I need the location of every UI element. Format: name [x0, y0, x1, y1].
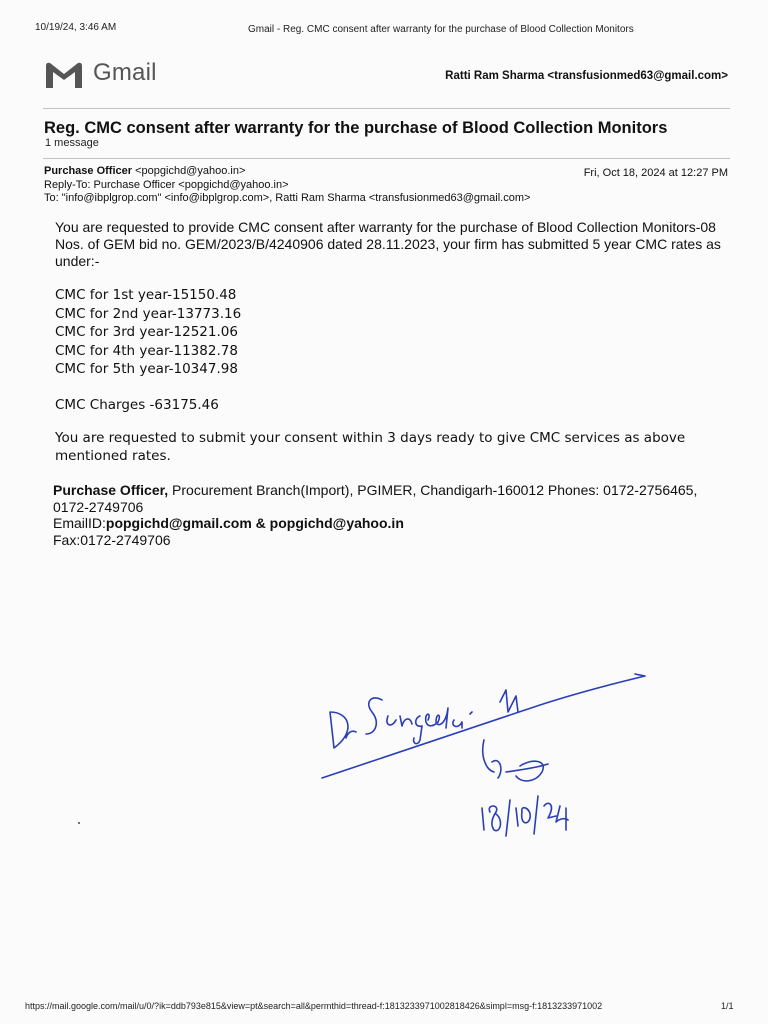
signature-email-label: EmailID: [53, 515, 106, 531]
reply-to-line: Reply-To: Purchase Officer <popgichd@yahoo.in> [44, 178, 289, 191]
cmc-rate-line: CMC for 5th year-10347.98 [55, 361, 238, 377]
cmc-rate-line: CMC for 3rd year-12521.06 [55, 324, 238, 340]
handwritten-initial [470, 690, 518, 714]
signature-name: Purchase Officer, [53, 482, 169, 498]
account-label: Ratti Ram Sharma <transfusionmed63@gmail.com> [445, 70, 728, 82]
print-datetime: 10/19/24, 3:46 AM [35, 22, 117, 33]
email-header [44, 165, 734, 206]
cmc-rate-line: CMC for 4th year-11382.78 [55, 342, 238, 359]
cmc-rates-list [55, 286, 725, 379]
divider [43, 158, 730, 159]
gmail-logo-text: Gmail [93, 59, 157, 86]
cmc-rate-line: CMC for 2nd year-13773.16 [55, 305, 242, 322]
message-count: 1 message [45, 137, 99, 149]
handwritten-underline [322, 674, 645, 778]
print-header [0, 22, 768, 38]
handwritten-date [482, 796, 568, 836]
signature-line-1 [53, 482, 733, 515]
signature-emails: popgichd@gmail.com & popgichd@yahoo.in [105, 515, 404, 531]
cmc-rate-line: CMC for 1st year-15150.48 [55, 287, 237, 303]
signature-address: Procurement Branch(Import), PGIMER, Chandigarh-160012 Phones: 0172-2756465, 0172-2749706 [53, 482, 698, 515]
sender-name: Purchase Officer [44, 165, 133, 177]
email-subject: Reg. CMC consent after warranty for the purchase of Blood Collection Monitors [44, 119, 668, 137]
print-page-number: 1/1 [721, 1001, 734, 1011]
print-title: Gmail - Reg. CMC consent after warranty for the purchase of Blood Collection Monitors [248, 24, 634, 35]
signature-email-line [53, 515, 733, 532]
consent-request: You are requested to submit your consent within 3 days ready to give CMC services as above mentioned rates. [55, 429, 686, 464]
sender-signature [53, 482, 733, 548]
to-line: To: "info@ibplgrop.com" <info@ibplgrop.com>, Ratti Ram Sharma <transfusionmed63@gmail.com> [44, 192, 531, 204]
print-footer-url: https://mail.google.com/mail/u/0/?ik=ddb793e815&view=pt&search=all&permthid=thread-f:1813233971002818426&simpl=msg-f:1813233971002 [25, 1001, 603, 1011]
sender-email: <popgichd@yahoo.in> [135, 165, 246, 177]
scan-speck [78, 822, 80, 824]
gmail-m-icon [44, 61, 84, 94]
intro-paragraph: You are requested to provide CMC consent after warranty for the purchase of Blood Collection Monitors-08 Nos. of GEM bid no. GEM/2023/B/4240906 dated 28.11.2023, your firm has submitted 5 year CMC rates as under:- [55, 219, 721, 269]
signature-fax: Fax:0172-2749706 [53, 531, 171, 548]
gmail-logo [44, 56, 184, 96]
cmc-charges-total: CMC Charges -63175.46 [55, 396, 219, 413]
handwritten-name [366, 698, 462, 744]
handwritten-dr [330, 712, 356, 748]
email-date: Fri, Oct 18, 2024 at 12:27 PM [583, 167, 728, 179]
handwritten-initials [483, 740, 548, 781]
divider [43, 108, 730, 109]
email-body [55, 219, 725, 466]
